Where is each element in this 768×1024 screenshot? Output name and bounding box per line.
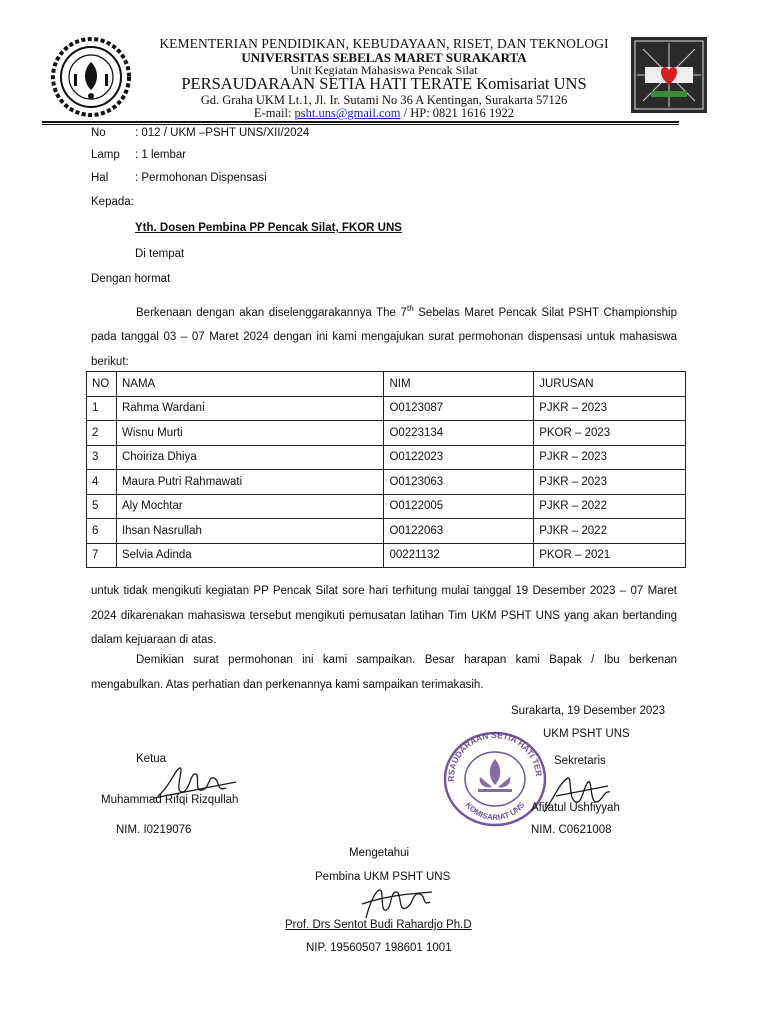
header-nim: NIM: [384, 372, 534, 397]
paragraph-reason: untuk tidak mengikuti kegiatan PP Pencak Silat sore hari terhitung mulai tanggal 19 Desember 2023 – 07 Maret 2024 dikarenakan mahasiswa tersebut mengikuti pemusatan latihan Tim UKM PSHT UNS yang akan bertanding dalam kejuaraan di atas.: [91, 585, 677, 646]
place-date: Surakarta, 19 Desember 2023: [511, 705, 666, 717]
meta-hal-value: : Permohonan Dispensasi: [135, 172, 267, 184]
cell-no: 3: [87, 445, 117, 470]
cell-jurusan: PKOR – 2023: [534, 421, 686, 446]
stamp-text-bottom: KOMISARIAT UNS: [463, 800, 527, 823]
stamp-text-top: RSAUDARAAN SETIA HATI TER: [445, 729, 544, 782]
meta-hal-label: Hal: [91, 172, 109, 184]
letterhead-rule-thick: [42, 121, 679, 123]
table-row: [87, 470, 686, 495]
cell-nama: Ihsan Nasrullah: [116, 519, 383, 544]
letterhead-rule-thin: [42, 124, 679, 125]
meta-no-label: No: [91, 127, 106, 139]
cell-nim: O0122023: [384, 445, 534, 470]
cell-nim: O0122005: [384, 494, 534, 519]
cell-nama: Wisnu Murti: [116, 421, 383, 446]
cell-no: 4: [87, 470, 117, 495]
table-row: [87, 445, 686, 470]
header-no: NO: [87, 372, 117, 397]
ketua-name: Muhammad Rifqi Rizqullah: [101, 794, 239, 806]
ordinal-suffix: th: [406, 304, 414, 313]
phone-number: / HP: 0821 1616 1922: [403, 106, 515, 120]
paragraph-intro: [91, 297, 677, 374]
cell-jurusan: PKOR – 2021: [534, 543, 686, 568]
meta-lamp-value: : 1 lembar: [135, 149, 187, 161]
cell-no: 1: [87, 396, 117, 421]
cell-nama: Rahma Wardani: [116, 396, 383, 421]
mengetahui-label: Mengetahui: [349, 847, 410, 859]
cell-no: 2: [87, 421, 117, 446]
cell-nim: O0123087: [384, 396, 534, 421]
cell-nama: Maura Putri Rahmawati: [116, 470, 383, 495]
paragraph-closing-text: Demikian surat permohonan ini kami sampaikan. Besar harapan kami Bapak / Ibu berkenan mengabulkan. Atas perhatian dan perkenannya kami sampaikan terimakasih.: [91, 654, 677, 691]
cell-nim: O0223134: [384, 421, 534, 446]
psht-logo: [631, 37, 707, 113]
pembina-nip: NIP. 19560507 198601 1001: [306, 942, 452, 954]
ketua-title: Ketua: [136, 753, 167, 765]
meta-lamp-label: Lamp: [91, 149, 120, 161]
cell-no: 7: [87, 543, 117, 568]
email-label: E-mail:: [253, 106, 292, 120]
table-row: [87, 421, 686, 446]
di-tempat: Di tempat: [135, 248, 185, 260]
kepada-label: Kepada:: [91, 196, 134, 208]
letterhead-contact: [150, 107, 618, 120]
cell-no: 5: [87, 494, 117, 519]
cell-jurusan: PJKR – 2022: [534, 494, 686, 519]
header-nama: NAMA: [116, 372, 383, 397]
greeting: Dengan hormat: [91, 273, 171, 285]
letterhead-ministry: KEMENTERIAN PENDIDIKAN, KEBUDAYAAN, RISET, DAN TEKNOLOGI: [159, 36, 609, 51]
uns-logo: [48, 34, 134, 120]
svg-text:KOMISARIAT UNS: [464, 800, 527, 822]
cell-no: 6: [87, 519, 117, 544]
cell-nama: Aly Mochtar: [116, 494, 383, 519]
sekretaris-nim: NIM. C0621008: [531, 824, 612, 836]
cell-jurusan: PJKR – 2023: [534, 470, 686, 495]
paragraph-intro-b: Sebelas Maret Pencak Silat PSHT Championship pada tanggal 03 – 07 Maret 2024 dengan ini kami mengajukan surat permohonan dispensasi untuk mahasiswa berikut:: [91, 306, 677, 368]
pembina-title: Pembina UKM PSHT UNS: [315, 871, 451, 883]
paragraph-closing: [91, 648, 677, 697]
cell-nim: 00221132: [384, 543, 534, 568]
meta-no-value: : 012 / UKM –PSHT UNS/XII/2024: [135, 127, 310, 139]
sekretaris-title: Sekretaris: [554, 755, 606, 767]
table-row: [87, 494, 686, 519]
table-row: [87, 396, 686, 421]
header-jurusan: JURUSAN: [534, 372, 686, 397]
table-row: [87, 543, 686, 568]
pembina-name: Prof. Drs Sentot Budi Rahardjo Ph.D: [285, 919, 472, 931]
recipient: Yth. Dosen Pembina PP Pencak Silat, FKOR UNS: [135, 222, 402, 234]
organization-name: UKM PSHT UNS: [543, 728, 630, 740]
email-link[interactable]: psht.uns@gmail.com: [294, 106, 401, 120]
ketua-nim: NIM. I0219076: [116, 824, 192, 836]
cell-jurusan: PJKR – 2023: [534, 396, 686, 421]
cell-jurusan: PJKR – 2022: [534, 519, 686, 544]
letterhead-organization: PERSAUDARAAN SETIA HATI TERATE Komisariat UNS: [181, 74, 587, 93]
table-header-row: [87, 372, 686, 397]
sekretaris-name: Afifatul Ushfiyyah: [531, 802, 620, 814]
cell-nim: O0123063: [384, 470, 534, 495]
cell-nim: O0122063: [384, 519, 534, 544]
letterhead-unit: Unit Kegiatan Mahasiswa Pencak Silat: [290, 63, 478, 77]
letterhead-university: UNIVERSITAS SEBELAS MARET SURAKARTA: [241, 50, 527, 65]
table-row: [87, 519, 686, 544]
cell-nama: Selvia Adinda: [116, 543, 383, 568]
cell-jurusan: PJKR – 2023: [534, 445, 686, 470]
student-table: [86, 371, 686, 568]
cell-nama: Choiriza Dhiya: [116, 445, 383, 470]
paragraph-intro-a: Berkenaan dengan akan diselenggarakannya The 7: [136, 306, 407, 319]
letterhead-address: Gd. Graha UKM Lt.1, Jl. Ir. Sutami No 36 A Kentingan, Surakarta 57126: [200, 93, 568, 107]
